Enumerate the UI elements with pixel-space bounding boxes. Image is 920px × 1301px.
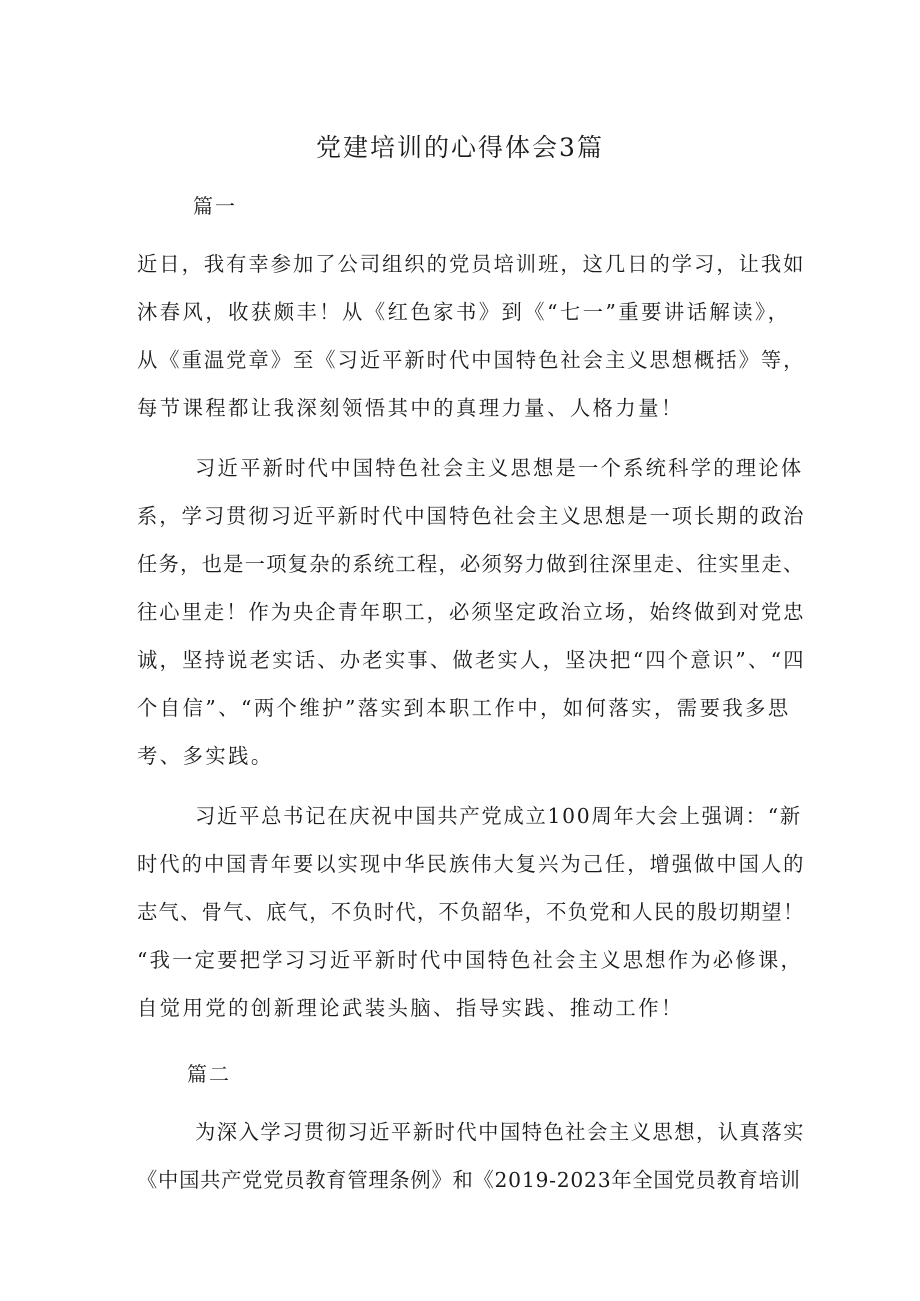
paragraph-line: 沐春风，收获颇丰！从《红色家书》到《“七一”重要讲话解读》， <box>137 300 791 324</box>
paragraph-line: 个自信”、“两个维护”落实到本职工作中，如何落实，需要我多思 <box>137 696 791 720</box>
section-heading-1: 篇一 <box>193 194 237 218</box>
paragraph-line: 考、多实践。 <box>137 744 274 768</box>
paragraph-line: 习近平总书记在庆祝中国共产党成立100周年大会上强调：“新 <box>195 804 802 828</box>
paragraph-line: 系，学习贯彻习近平新时代中国特色社会主义思想是一项长期的政治 <box>137 504 806 528</box>
paragraph-line: “我一定要把学习习近平新时代中国特色社会主义思想作为必修课， <box>137 948 804 972</box>
paragraph-line: 近日，我有幸参加了公司组织的党员培训班，这几日的学习，让我如 <box>137 252 806 276</box>
paragraph-1-1 <box>137 240 807 432</box>
paragraph-line: 习近平新时代中国特色社会主义思想是一个系统科学的理论体 <box>195 456 804 480</box>
paragraph-line: 从《重温党章》至《习近平新时代中国特色社会主义思想概括》等， <box>137 348 806 372</box>
paragraph-line: 《中国共产党党员教育管理条例》和《2019-2023年全国党员教育培训 <box>137 1168 801 1192</box>
paragraph-line: 自觉用党的创新理论武装头脑、指导实践、推动工作！ <box>137 996 684 1020</box>
paragraph-line: 为深入学习贯彻习近平新时代中国特色社会主义思想，认真落实 <box>195 1120 805 1144</box>
paragraph-line: 任务，也是一项复杂的系统工程，必须努力做到往深里走、往实里走、 <box>137 552 805 576</box>
paragraph-line: 往心里走！作为央企青年职工，必须坚定政治立场，始终做到对党忠 <box>137 600 806 624</box>
paragraph-1-2 <box>137 444 807 780</box>
paragraph-line: 每节课程都让我深刻领悟其中的真理力量、人格力量！ <box>137 396 684 420</box>
paragraph-1-3 <box>137 792 807 1032</box>
document-title: 党建培训的心得体会3篇 <box>316 133 604 162</box>
paragraph-line: 志气、骨气、底气，不负时代，不负韶华，不负党和人民的殷切期望！ <box>137 900 805 924</box>
section-heading-2: 篇二 <box>187 1062 231 1086</box>
paragraph-line: 诚，坚持说老实话、办老实事、做老实人，坚决把“四个意识”、“四 <box>137 648 806 672</box>
paragraph-line: 时代的中国青年要以实现中华民族伟大复兴为己任，增强做中国人的 <box>137 852 806 876</box>
paragraph-2-1 <box>137 1108 807 1204</box>
